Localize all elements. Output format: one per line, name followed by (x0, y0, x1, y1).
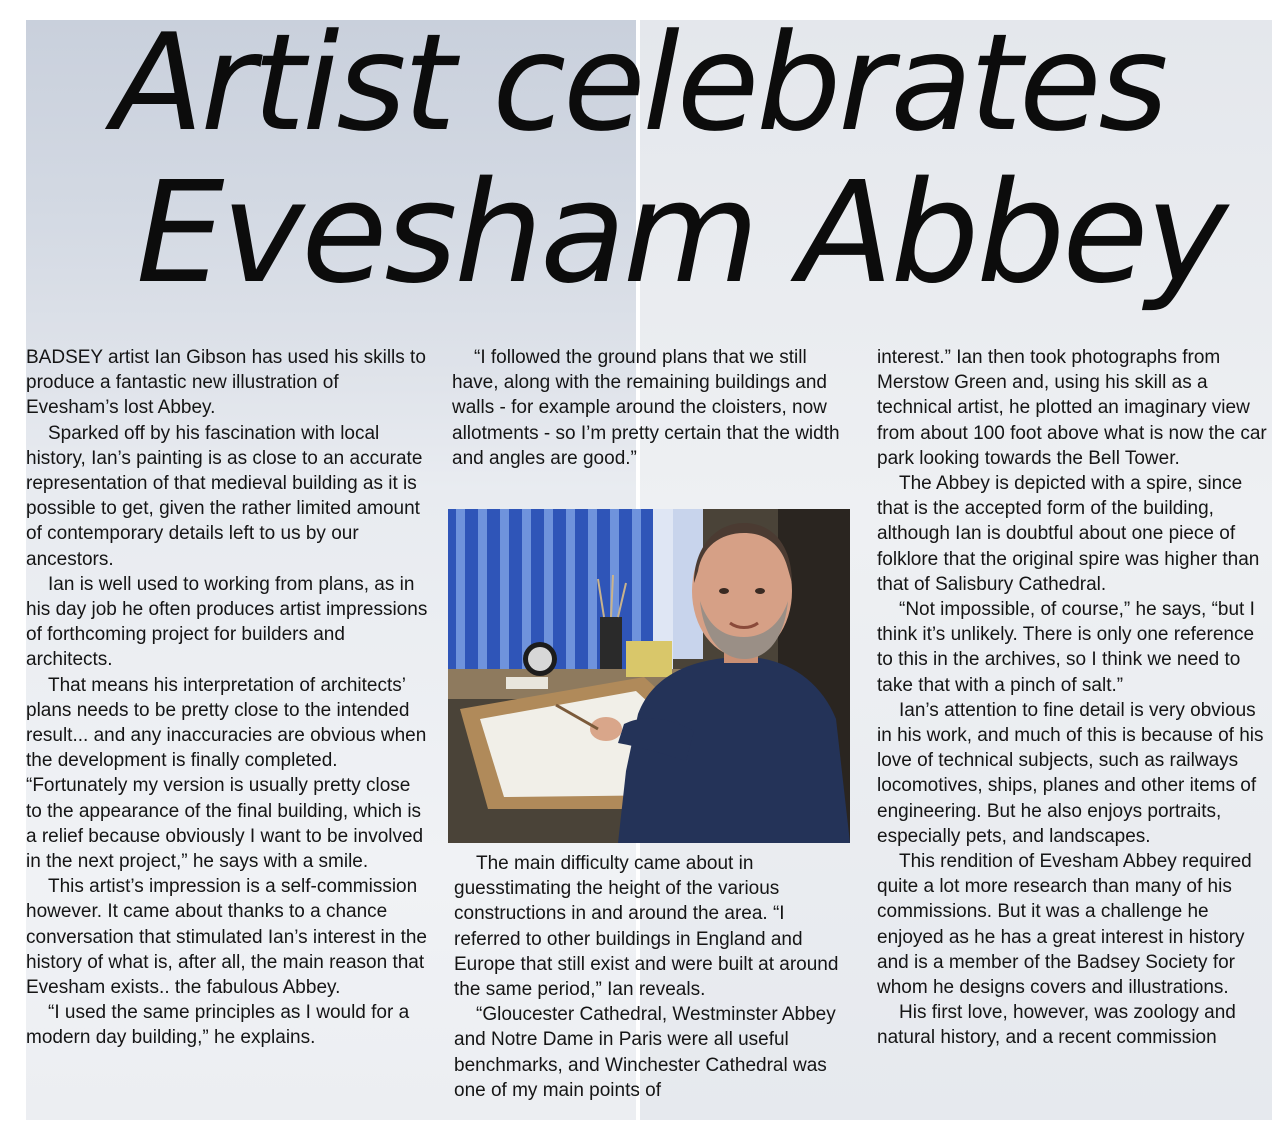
paragraph: “I followed the ground plans that we still have, along with the remaining buildings and walls - for example around the cloisters, now allotments - so I’m pretty certain that the width and angles are good.” (452, 347, 840, 469)
paragraph: This rendition of Evesham Abbey required quite a lot more research than many of his commissions. But it was a challenge he enjoyed as he has a great interest in history and is a member of the Badsey Society for whom he designs covers and illustrations. (877, 851, 1252, 999)
article-column-3 (877, 345, 1272, 1051)
paragraph: interest.” Ian then took photographs from Merstow Green and, using his skill as a technical artist, he plotted an imaginary view from about 100 foot above what is now the car park looking towards the Bell Tower. (877, 347, 1267, 469)
headline-line-1: Artist celebrates (112, 5, 1166, 161)
artist-at-drawing-board-photo-icon (448, 509, 850, 843)
paragraph: Sparked off by his fascination with local history, Ian’s painting is as close to an accurate representation of that medieval building as it is possible to get, given the rather limited amount of contemporary details left to us by our ancestors. (26, 422, 423, 570)
paragraph: Ian is well used to working from plans, as in his day job he often produces artist impressions of forthcoming project for builders and architects. (26, 573, 428, 671)
article-column-2-bottom (454, 851, 849, 1103)
paragraph: “I used the same principles as I would for a modern day building,” he explains. (26, 1002, 410, 1049)
artist-hand (590, 717, 622, 741)
headline-line-2: Evesham Abbey (136, 152, 1226, 315)
paint-box (506, 677, 548, 689)
paint-tin (626, 641, 672, 677)
paragraph: That means his interpretation of architects’ plans needs to be pretty close to the intended result... and any inaccuracies are obvious when the development is finally completed. “Fortunately my version is usually pretty close to the appearance of the final building, which is a relief because obviously I want to be involved in the next project,” he says with a smile. (26, 674, 427, 873)
article-column-2-top (452, 345, 847, 471)
brush-jar (600, 617, 622, 669)
paragraph: BADSEY artist Ian Gibson has used his skills to produce a fantastic new illustration of Evesham’s lost Abbey. (26, 347, 426, 419)
article-column-1 (26, 345, 431, 1051)
artist-photo (448, 509, 850, 843)
paragraph: “Not impossible, of course,” he says, “but I think it’s unlikely. There is only one reference to this in the archives, so I think we need to take that with a pinch of salt.” (877, 599, 1255, 696)
paragraph: Ian’s attention to fine detail is very obvious in his work, and much of this is because of his love of technical subjects, such as railways locomotives, ships, planes and other items of engineering. But he also enjoys portraits, especially pets, and landscapes. (877, 699, 1264, 847)
paragraph: “Gloucester Cathedral, Westminster Abbey and Notre Dame in Paris were all useful benchmarks, and Winchester Cathedral was one of my main points of (454, 1004, 836, 1101)
paragraph: His first love, however, was zoology and natural history, and a recent commission (877, 1002, 1236, 1049)
paragraph: The Abbey is depicted with a spire, since that is the accepted form of the building, although Ian is doubtful about one piece of folklore that the original spire was higher than that of Salisbury Cathedral. (877, 473, 1260, 595)
paragraph: This artist’s impression is a self-commission however. It came about thanks to a chance conversation that stimulated Ian’s interest in the history of what is, after all, the main reason that Evesham exists.. the fabulous Abbey. (26, 876, 427, 999)
paragraph: The main difficulty came about in guesstimating the height of the various constructions in and around the area. “I referred to other buildings in England and Europe that still exist and were built at around the same period,” Ian reveals. (454, 853, 839, 1001)
